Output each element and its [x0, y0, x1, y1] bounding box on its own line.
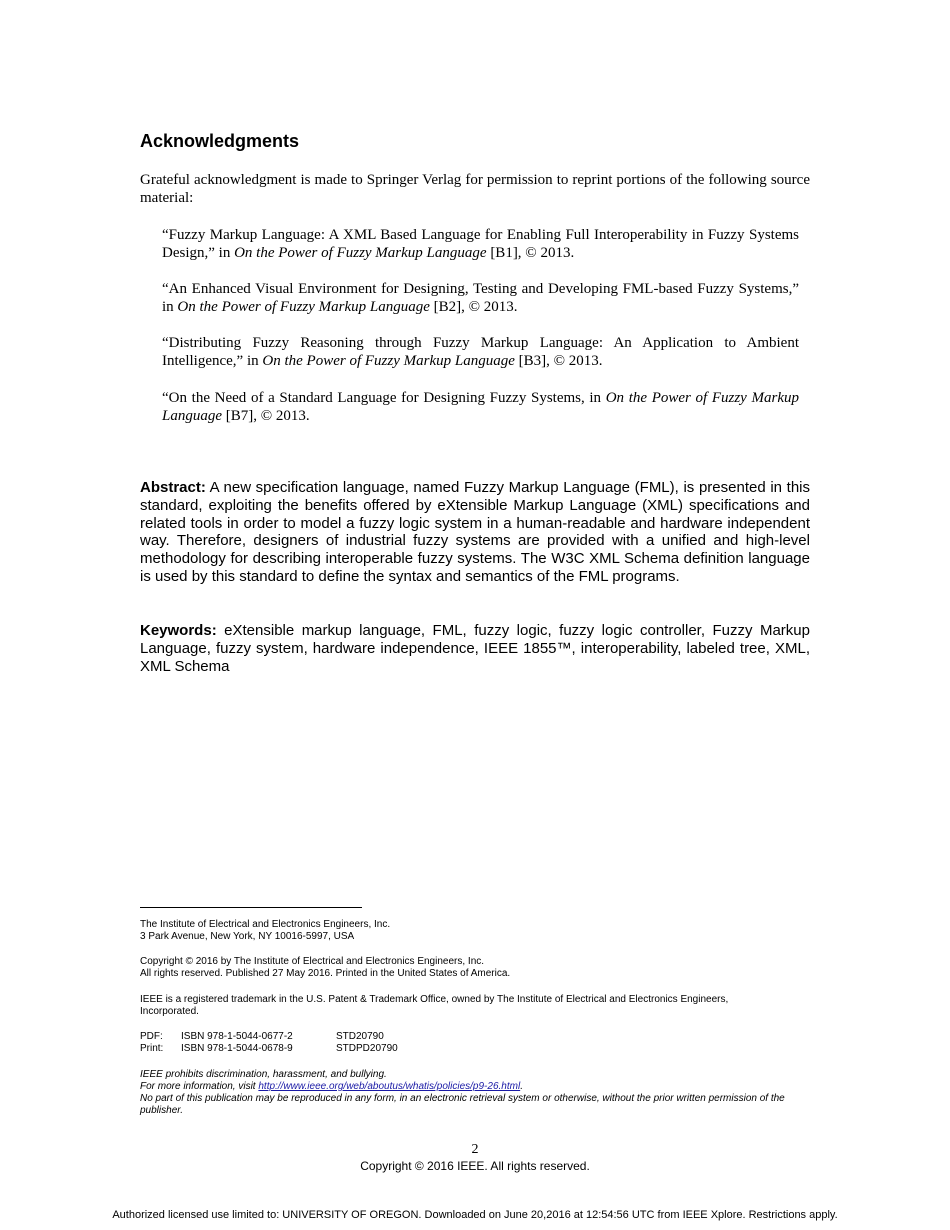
isbn-row-pdf	[140, 1031, 812, 1043]
acknowledgments-heading: Acknowledgments	[140, 131, 300, 151]
acknowledgments-intro: Grateful acknowledgment is made to Springer Verlag for permission to reprint portions of the following source material:	[140, 172, 810, 206]
policy-line	[140, 1081, 812, 1093]
keywords-label: Keywords:	[140, 622, 217, 639]
acknowledgment-source-4	[162, 389, 799, 425]
isbn-code: STDPD20790	[336, 1043, 398, 1054]
copyright-line: All rights reserved. Published 27 May 2016. Printed in the United States of America.	[140, 968, 511, 979]
source-title: “An Enhanced Visual Environment for Designing, Testing and Developing FML-based Fuzzy Systems,” in	[162, 281, 799, 315]
source-ref: [B2], © 2013.	[429, 299, 518, 315]
address-line: The Institute of Electrical and Electronics Engineers, Inc.	[140, 919, 391, 930]
policy-prefix: For more information, visit	[140, 1081, 259, 1092]
source-book: On the Power of Fuzzy Markup Language	[234, 245, 487, 261]
abstract-paragraph	[140, 479, 810, 586]
source-book: On the Power of Fuzzy Markup Language	[162, 390, 799, 424]
footnote-divider	[140, 907, 362, 908]
source-title: “Fuzzy Markup Language: A XML Based Language for Enabling Full Interoperability in Fuzzy Systems Design,” in	[162, 227, 799, 261]
trademark-notice: IEEE is a registered trademark in the U.S. Patent & Trademark Office, owned by The Institute of Electrical and Electronics Engineers, Incorporated.	[140, 994, 729, 1017]
reproduction-notice: No part of this publication may be reproduced in any form, in an electronic retrieval system or otherwise, without the prior written permission of the publisher.	[140, 1093, 785, 1116]
isbn-format: PDF:	[140, 1031, 163, 1042]
copyright-notice	[140, 956, 812, 980]
source-book: On the Power of Fuzzy Markup Language	[177, 299, 430, 315]
policy-notice	[140, 1069, 812, 1117]
address-line: 3 Park Avenue, New York, NY 10016-5997, USA	[140, 931, 355, 942]
policy-line: IEEE prohibits discrimination, harassment, and bullying.	[140, 1069, 387, 1080]
copyright-line: Copyright © 2016 by The Institute of Electrical and Electronics Engineers, Inc.	[140, 956, 485, 967]
publisher-address	[140, 919, 812, 943]
isbn-number: ISBN 978-1-5044-0677-2	[181, 1031, 293, 1042]
isbn-row-print	[140, 1043, 812, 1055]
source-ref: [B1], © 2013.	[486, 245, 575, 261]
license-notice: Authorized licensed use limited to: UNIVERSITY OF OREGON. Downloaded on June 20,2016 at 12:54:56 UTC from IEEE Xplore. Restrictions apply.	[112, 1209, 838, 1221]
isbn-table	[140, 1031, 812, 1055]
acknowledgment-source-3	[162, 334, 799, 370]
isbn-format: Print:	[140, 1043, 164, 1054]
source-ref: [B7], © 2013.	[222, 408, 310, 424]
page-copyright: Copyright © 2016 IEEE. All rights reserved.	[360, 1159, 590, 1173]
source-ref: [B3], © 2013.	[514, 353, 603, 369]
acknowledgment-source-1	[162, 226, 799, 262]
page-number: 2	[471, 1142, 479, 1157]
abstract-label: Abstract:	[140, 479, 206, 496]
isbn-code: STD20790	[336, 1031, 384, 1042]
source-book: On the Power of Fuzzy Markup Language	[262, 353, 515, 369]
source-title: “On the Need of a Standard Language for Designing Fuzzy Systems, in	[162, 390, 606, 406]
keywords-text: eXtensible markup language, FML, fuzzy logic, fuzzy logic controller, Fuzzy Markup Language, fuzzy system, hardware independence, IEEE 1855™, interoperability, labeled tree, XML, XML Schema	[140, 622, 810, 675]
abstract-text: A new specification language, named Fuzzy Markup Language (FML), is presented in this standard, exploiting the benefits offered by eXtensible Markup Language (XML) specifications and related tools in order to model a fuzzy logic system in a human-readable and hardware independent way. Therefore, designers of industrial fuzzy systems are provided with a unified and high-level methodology for describing interoperable fuzzy systems. The W3C XML Schema definition language is used by this standard to define the syntax and semantics of the FML programs.	[140, 479, 810, 585]
isbn-number: ISBN 978-1-5044-0678-9	[181, 1043, 293, 1054]
policy-suffix: .	[520, 1081, 523, 1092]
keywords-paragraph	[140, 622, 810, 675]
source-title: “Distributing Fuzzy Reasoning through Fuzzy Markup Language: An Application to Ambient Intelligence,” in	[162, 335, 799, 369]
acknowledgment-source-2	[162, 280, 799, 316]
policy-link[interactable]: http://www.ieee.org/web/aboutus/whatis/policies/p9-26.html	[258, 1081, 521, 1092]
